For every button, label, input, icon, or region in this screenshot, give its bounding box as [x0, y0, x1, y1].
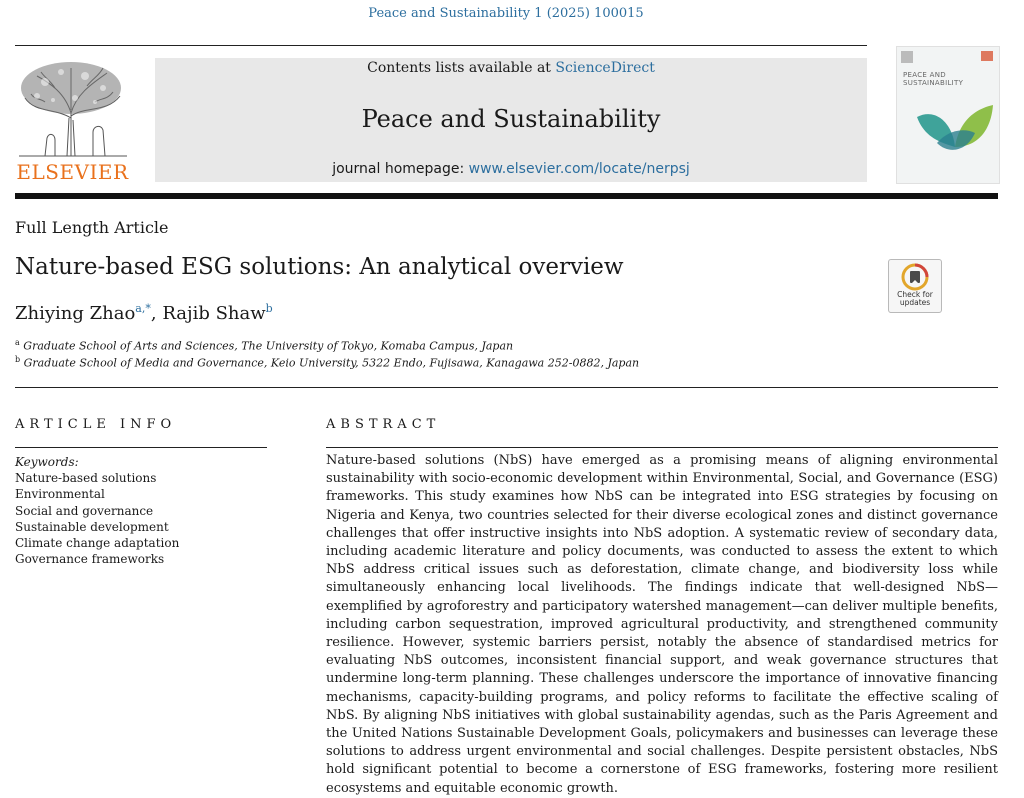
author-list: [15, 302, 273, 324]
journal-banner: [155, 58, 867, 182]
cover-title-line-1: PEACE AND: [903, 71, 946, 79]
article-info-divider: [15, 447, 267, 448]
keyword-item: Governance frameworks: [15, 552, 165, 567]
journal-cover-thumbnail[interactable]: [896, 46, 1000, 184]
affiliation-label: b: [15, 355, 21, 364]
author-name[interactable]: Rajib Shaw: [162, 303, 266, 324]
check-for-updates-button[interactable]: [888, 259, 942, 313]
homepage-link[interactable]: www.elsevier.com/locate/nerpsj: [468, 161, 690, 177]
affiliation-b: [15, 355, 639, 370]
affiliation-text: Graduate School of Media and Governance, Keio University, 5322 Endo, Fujisawa, Kanagawa 252-0882, Japan: [23, 356, 640, 370]
contents-line: [155, 60, 867, 76]
author-affiliation-mark[interactable]: a,*: [135, 302, 151, 315]
thick-divider: [15, 193, 998, 199]
article-title: Nature-based ESG solutions: An analytical overview: [15, 254, 624, 280]
affiliation-a: [15, 338, 513, 353]
article-info-heading: ARTICLE INFO: [15, 417, 177, 432]
contents-prefix: Contents lists available at: [367, 60, 556, 76]
cover-title-line-2: SUSTAINABILITY: [903, 79, 964, 87]
cover-title: [903, 71, 963, 87]
author-name[interactable]: Zhiying Zhao: [15, 303, 136, 324]
abstract-heading: ABSTRACT: [326, 417, 441, 432]
homepage-prefix: journal homepage:: [332, 161, 469, 177]
keyword-item: Nature-based solutions: [15, 471, 157, 486]
author-separator: ,: [150, 303, 163, 324]
keyword-item: Sustainable development: [15, 519, 169, 534]
homepage-line: [155, 161, 867, 177]
keyword-item: Environmental: [15, 487, 105, 502]
author-affiliation-mark[interactable]: b: [265, 302, 273, 315]
header-divider: [15, 45, 867, 46]
elsevier-wordmark: ELSEVIER: [16, 160, 129, 184]
section-divider: [15, 387, 998, 388]
keywords-list: [15, 454, 179, 567]
keyword-item: Climate change adaptation: [15, 536, 180, 551]
keywords-label: Keywords:: [15, 455, 79, 469]
check-updates-label: Check for updates: [897, 290, 933, 307]
keyword-item: Social and governance: [15, 503, 154, 518]
abstract-text: Nature-based solutions (NbS) have emerged as a promising means of aligning environmental sustainability with socio-economic development within Environmental, Social, and Governance (ESG) frameworks. This study examines how NbS can be integrated into ESG strategies by focusing on Nigeria and Kenya, two countries selected for their diverse ecological zones and distinct governance challenges that offer instructive insights into NbS adoption. A systematic review of secondary data, including academic literature and policy documents, was conducted to assess the extent to which NbS address critical issues such as deforestation, climate change, and biodiversity loss while simultaneously enhancing local livelihoods. The findings indicate that well-designed NbS—exemplified by agroforestry and participatory watershed management—can deliver multiple benefits, including carbon sequestration, improved agricultural productivity, and strengthened community resilience. However, systemic barriers persist, notably the absence of standardised metrics for evaluating NbS outcomes, inconsistent financial support, and weak governance structures that undermine long-term planning. These challenges underscore the importance of innovative financing mechanisms, capacity-building programs, and policy reforms to facilitate the effective scaling of NbS. By aligning NbS initiatives with global sustainability agendas, such as the Paris Agreement and the United Nations Sustainable Development Goals, policymakers and businesses can leverage these solutions to address urgent environmental and social challenges. Despite persistent obstacles, NbS hold significant potential to become a cornerstone of ESG frameworks, fostering more resilient ecosystems and equitable economic growth.: [326, 453, 998, 796]
journal-citation[interactable]: [0, 6, 1012, 21]
sciencedirect-link[interactable]: ScienceDirect: [555, 60, 655, 76]
article-type: Full Length Article: [15, 218, 169, 237]
affiliation-label: a: [15, 338, 20, 347]
affiliation-text: Graduate School of Arts and Sciences, The University of Tokyo, Komaba Campus, Japan: [23, 339, 514, 353]
citation-link[interactable]: Peace and Sustainability 1 (2025) 100015: [368, 6, 644, 21]
abstract-divider: [326, 447, 998, 448]
journal-title: Peace and Sustainability: [361, 105, 661, 133]
